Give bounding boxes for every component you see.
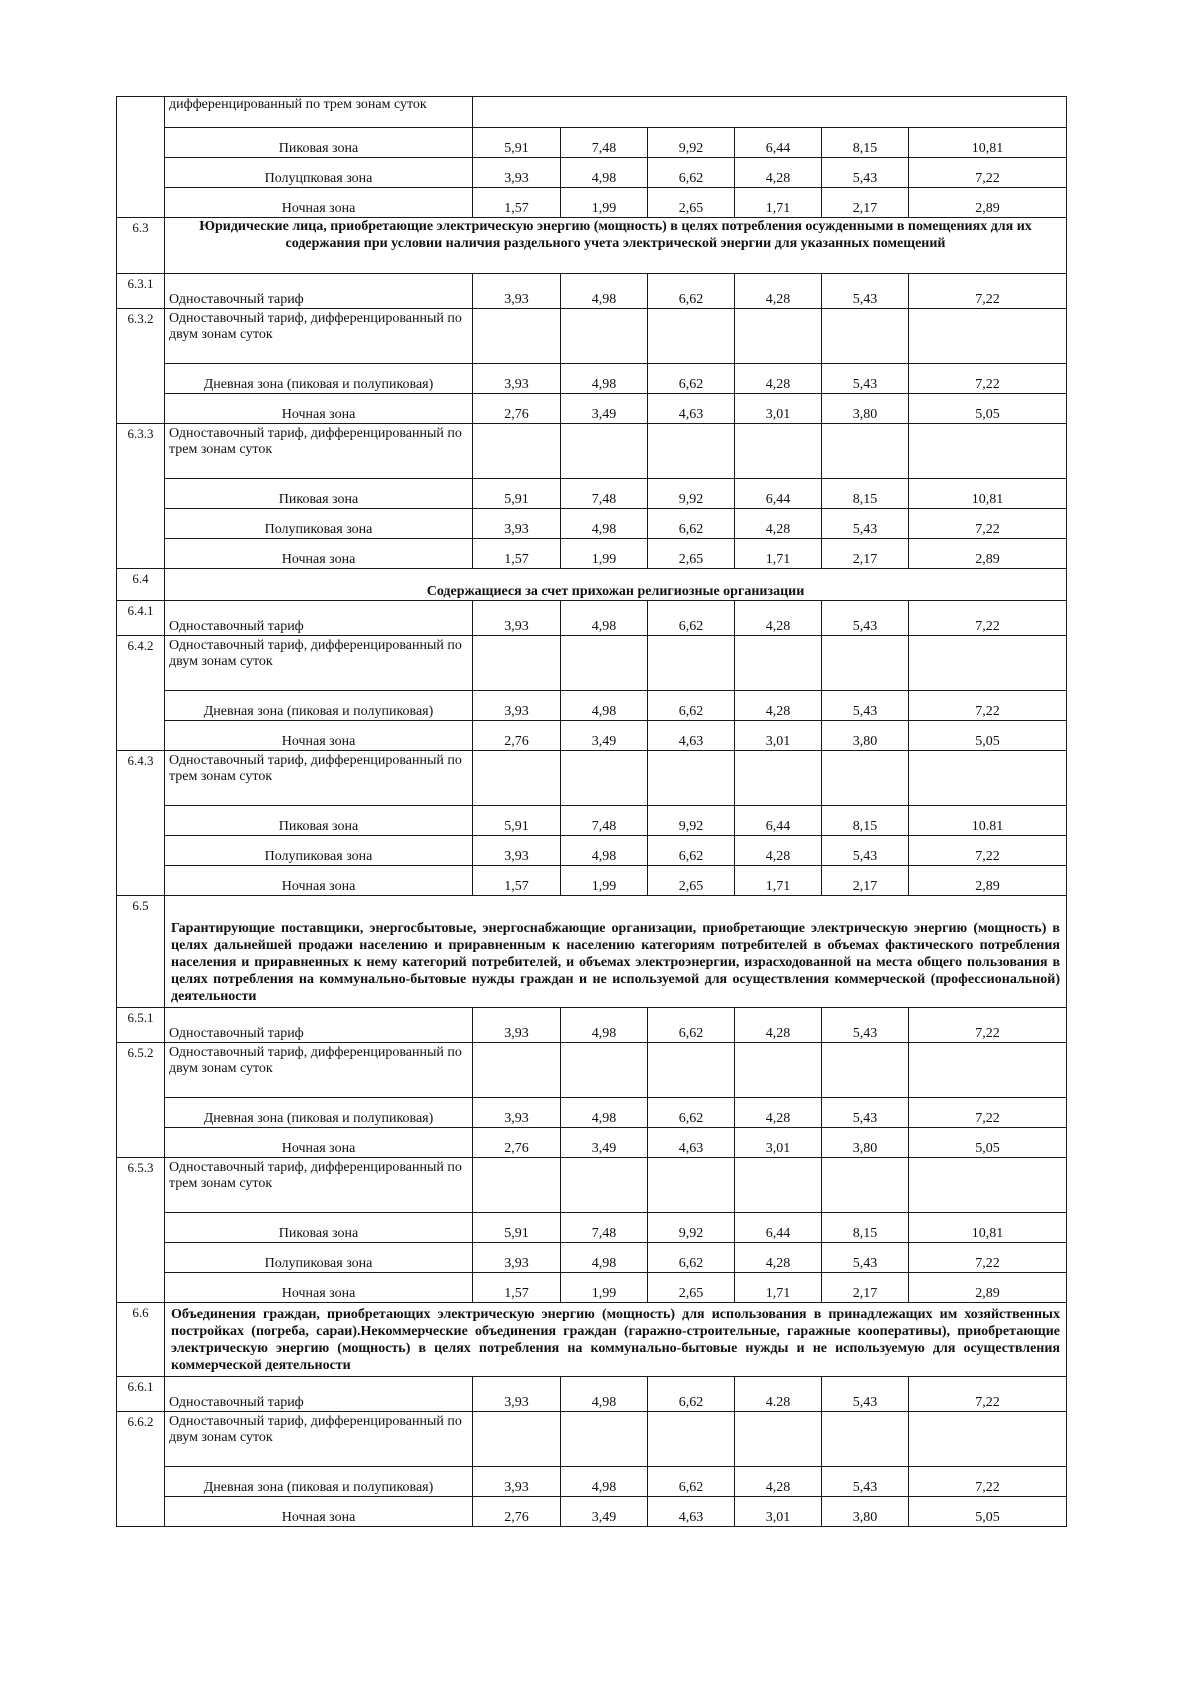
value-cell: 2,76: [473, 1128, 561, 1158]
empty-value-cell: [473, 1412, 561, 1467]
row-label: Одноставочный тариф: [165, 274, 473, 309]
value-cell: 3,01: [735, 1128, 822, 1158]
row-label: Одноставочный тариф, дифференцированный по трем зонам суток: [165, 424, 473, 479]
row-label: Одноставочный тариф: [165, 1008, 473, 1043]
row-number: 6.6.2: [117, 1412, 165, 1527]
value-cell: 2,89: [909, 1273, 1067, 1303]
value-cell: 5,05: [909, 1497, 1067, 1527]
value-cell: 3,49: [561, 1497, 648, 1527]
value-cell: 2,17: [822, 1273, 909, 1303]
empty-value-cell: [822, 424, 909, 479]
value-cell: 4,98: [561, 601, 648, 636]
value-cell: 7,22: [909, 1243, 1067, 1273]
value-cell: 3,93: [473, 601, 561, 636]
value-cell: 7,22: [909, 1467, 1067, 1497]
value-cell: 8,15: [822, 128, 909, 158]
table-row: [117, 836, 1067, 866]
row-label: Одноставочный тариф: [165, 1377, 473, 1412]
row-number: 6.4.3: [117, 751, 165, 896]
value-cell: 5,91: [473, 479, 561, 509]
value-cell: 4,98: [561, 274, 648, 309]
table-row: [117, 1377, 1067, 1412]
value-cell: 7,48: [561, 1213, 648, 1243]
value-cell: 3,93: [473, 1377, 561, 1412]
value-cell: 5,91: [473, 1213, 561, 1243]
empty-value-cell: [648, 424, 735, 479]
empty-value-cell: [648, 636, 735, 691]
value-cell: 5,91: [473, 806, 561, 836]
value-cell: 4,98: [561, 364, 648, 394]
row-number: 6.3.1: [117, 274, 165, 309]
empty-value-cell: [822, 751, 909, 806]
value-cell: 4,28: [735, 1098, 822, 1128]
value-cell: 2,65: [648, 1273, 735, 1303]
row-number: 6.6: [117, 1303, 165, 1377]
row-label: Ночная зона: [165, 866, 473, 896]
value-cell: 5,43: [822, 509, 909, 539]
value-cell: 4.28: [735, 1377, 822, 1412]
table-row: [117, 751, 1067, 806]
empty-value-cell: [473, 636, 561, 691]
empty-value-cell: [822, 1043, 909, 1098]
value-cell: 6,62: [648, 364, 735, 394]
value-cell: 3,80: [822, 721, 909, 751]
value-cell: 3,01: [735, 721, 822, 751]
section-header-row: [117, 896, 1067, 1008]
empty-value-cell: [648, 751, 735, 806]
value-cell: 2,89: [909, 539, 1067, 569]
table-row: [117, 1213, 1067, 1243]
value-cell: 3,93: [473, 158, 561, 188]
value-cell: 7,22: [909, 158, 1067, 188]
value-cell: 2,65: [648, 188, 735, 218]
value-cell: 6,62: [648, 601, 735, 636]
value-cell: 4,98: [561, 836, 648, 866]
empty-value-cell: [735, 424, 822, 479]
table-row: [117, 1043, 1067, 1098]
tariff-table-body: [117, 97, 1067, 1527]
value-cell: 8,15: [822, 806, 909, 836]
table-row: [117, 1008, 1067, 1043]
empty-value-cell: [561, 1043, 648, 1098]
value-cell: 6,62: [648, 1467, 735, 1497]
value-cell: 6,62: [648, 1008, 735, 1043]
empty-value-cell: [735, 1043, 822, 1098]
value-cell: 1,99: [561, 1273, 648, 1303]
row-label: Дневная зона (пиковая и полупиковая): [165, 691, 473, 721]
empty-value-cell: [909, 1412, 1067, 1467]
value-cell: 2,17: [822, 188, 909, 218]
table-row: [117, 394, 1067, 424]
table-row: [117, 1412, 1067, 1467]
value-cell: 4,28: [735, 836, 822, 866]
table-row: [117, 636, 1067, 691]
value-cell: 2,65: [648, 866, 735, 896]
value-cell: 2,76: [473, 721, 561, 751]
value-cell: 6,62: [648, 836, 735, 866]
value-cell: 3,80: [822, 394, 909, 424]
value-cell: 7,22: [909, 364, 1067, 394]
value-cell: 1,99: [561, 539, 648, 569]
value-cell: 4,28: [735, 1467, 822, 1497]
row-label: Ночная зона: [165, 1128, 473, 1158]
value-cell: 4,28: [735, 509, 822, 539]
table-row: [117, 509, 1067, 539]
value-cell: 4,98: [561, 1008, 648, 1043]
value-cell: 5,43: [822, 601, 909, 636]
value-cell: 4,98: [561, 158, 648, 188]
value-cell: 4,63: [648, 1497, 735, 1527]
value-cell: 5,43: [822, 1098, 909, 1128]
value-cell: 10.81: [909, 806, 1067, 836]
table-row: [117, 364, 1067, 394]
value-cell: 6,62: [648, 1243, 735, 1273]
empty-value-cell: [735, 636, 822, 691]
empty-value-cell: [909, 309, 1067, 364]
table-row: [117, 1467, 1067, 1497]
value-cell: 5,05: [909, 394, 1067, 424]
value-cell: 3,93: [473, 509, 561, 539]
value-cell: 4,63: [648, 721, 735, 751]
value-cell: 6,62: [648, 1377, 735, 1412]
value-cell: 9,92: [648, 128, 735, 158]
table-row: [117, 158, 1067, 188]
value-cell: 3,93: [473, 1243, 561, 1273]
row-label: Полупиковая зона: [165, 509, 473, 539]
row-label: Пиковая зона: [165, 806, 473, 836]
empty-value-cell: [561, 636, 648, 691]
value-cell: 6,62: [648, 509, 735, 539]
value-cell: 5,05: [909, 721, 1067, 751]
row-label: Одноставочный тариф, дифференцированный по двум зонам суток: [165, 1043, 473, 1098]
empty-value-cell: [648, 1158, 735, 1213]
value-cell: 4,28: [735, 1243, 822, 1273]
empty-value-cell: [561, 1412, 648, 1467]
empty-value-cell: [473, 424, 561, 479]
value-cell: 4,98: [561, 1243, 648, 1273]
value-cell: 3,49: [561, 394, 648, 424]
value-cell: 10,81: [909, 479, 1067, 509]
value-cell: 4,98: [561, 509, 648, 539]
value-cell: 5,43: [822, 364, 909, 394]
value-cell: 1,57: [473, 1273, 561, 1303]
value-cell: 2,89: [909, 188, 1067, 218]
empty-value-cell: [648, 1043, 735, 1098]
value-cell: 4,63: [648, 394, 735, 424]
value-cell: 3,93: [473, 691, 561, 721]
value-cell: 7,22: [909, 274, 1067, 309]
value-cell: 6,62: [648, 274, 735, 309]
value-cell: 5,43: [822, 836, 909, 866]
row-label: Полупиковая зона: [165, 836, 473, 866]
value-cell: 7,22: [909, 601, 1067, 636]
table-row: [117, 1098, 1067, 1128]
value-cell: 4,98: [561, 691, 648, 721]
row-label: Одноставочный тариф, дифференцированный по двум зонам суток: [165, 1412, 473, 1467]
value-cell: 1,57: [473, 866, 561, 896]
row-number: [117, 97, 165, 218]
value-cell: 2,89: [909, 866, 1067, 896]
empty-value-cell: [473, 309, 561, 364]
row-number: 6.5.1: [117, 1008, 165, 1043]
empty-value-cell: [561, 424, 648, 479]
row-number: 6.5: [117, 896, 165, 1008]
value-cell: 5,43: [822, 1377, 909, 1412]
value-cell: 5,43: [822, 691, 909, 721]
empty-value-cell: [822, 1412, 909, 1467]
row-label: Ночная зона: [165, 539, 473, 569]
section-title: Юридические лица, приобретающие электрическую энергию (мощность) в целях потребления осужденными в помещениях для их содержания при условии наличия раздельного учета электрической энергии для указанных помещений: [165, 218, 1067, 274]
value-cell: 6,62: [648, 158, 735, 188]
tariff-sheet: [116, 96, 1067, 1527]
value-cell: 6,44: [735, 128, 822, 158]
empty-value-cell: [735, 1158, 822, 1213]
table-row: [117, 1497, 1067, 1527]
value-cell: 6,62: [648, 1098, 735, 1128]
value-cell: 7,48: [561, 479, 648, 509]
value-cell: 6,44: [735, 806, 822, 836]
value-cell: 5,43: [822, 158, 909, 188]
value-cell: 1,71: [735, 866, 822, 896]
empty-value-cell: [909, 636, 1067, 691]
row-number: 6.6.1: [117, 1377, 165, 1412]
row-number: 6.3.2: [117, 309, 165, 424]
table-row: [117, 866, 1067, 896]
row-number: 6.4.2: [117, 636, 165, 751]
value-cell: 3,93: [473, 1467, 561, 1497]
row-label: Ночная зона: [165, 394, 473, 424]
value-cell: 6,44: [735, 479, 822, 509]
row-label: Ночная зона: [165, 1273, 473, 1303]
value-cell: 4,98: [561, 1377, 648, 1412]
value-cell: 3,49: [561, 1128, 648, 1158]
value-cell: 6,44: [735, 1213, 822, 1243]
empty-value-cell: [561, 1158, 648, 1213]
value-cell: 10,81: [909, 128, 1067, 158]
table-row: [117, 691, 1067, 721]
value-cell: 1,71: [735, 188, 822, 218]
value-cell: 2,76: [473, 394, 561, 424]
value-cell: 2,65: [648, 539, 735, 569]
empty-value-cell: [909, 1158, 1067, 1213]
value-cell: 8,15: [822, 479, 909, 509]
table-row: [117, 309, 1067, 364]
table-row: [117, 424, 1067, 479]
table-row: [117, 1273, 1067, 1303]
row-label: Одноставочный тариф, дифференцированный по трем зонам суток: [165, 1158, 473, 1213]
value-cell: 7,48: [561, 128, 648, 158]
empty-value-cell: [473, 1043, 561, 1098]
value-cell: 4,28: [735, 601, 822, 636]
empty-value-cell: [822, 309, 909, 364]
value-cell: 1,57: [473, 188, 561, 218]
value-cell: 2,17: [822, 539, 909, 569]
empty-value-cell: [822, 636, 909, 691]
section-header-row: [117, 218, 1067, 274]
value-cell: 7,22: [909, 1008, 1067, 1043]
row-label: Одноставочный тариф, дифференцированный по двум зонам суток: [165, 309, 473, 364]
value-cell: 7,22: [909, 509, 1067, 539]
value-cell: 2,76: [473, 1497, 561, 1527]
value-cell: 4,28: [735, 691, 822, 721]
empty-value-cell: [909, 1043, 1067, 1098]
value-cell: 9,92: [648, 1213, 735, 1243]
value-cell: 3,93: [473, 1008, 561, 1043]
row-number: 6.4: [117, 569, 165, 601]
value-cell: 7,22: [909, 836, 1067, 866]
value-cell: 8,15: [822, 1213, 909, 1243]
row-label: Дневная зона (пиковая и полупиковая): [165, 1098, 473, 1128]
empty-value-cell: [735, 309, 822, 364]
value-cell: 5,43: [822, 1467, 909, 1497]
row-label: Ночная зона: [165, 188, 473, 218]
empty-value-cell: [561, 751, 648, 806]
row-label: Пиковая зона: [165, 128, 473, 158]
row-label: дифференцированный по трем зонам суток: [165, 97, 473, 128]
table-row: [117, 188, 1067, 218]
value-cell: 1,99: [561, 188, 648, 218]
value-cell: 5,43: [822, 1243, 909, 1273]
table-row: [117, 1243, 1067, 1273]
value-cell: 4,28: [735, 274, 822, 309]
section-title: Объединения граждан, приобретающих электрическую энергию (мощность) для использования в принадлежащих им хозяйственных постройках (погреба, сараи).Некоммерческие объединения граждан (гаражно-строительные, гаражные кооперативы), приобретающие электрическую энергию (мощность) в целях потребления на коммунально-бытовые нужды и не используемую для осуществления коммерческой деятельности: [165, 1303, 1067, 1377]
value-cell: 3,93: [473, 364, 561, 394]
value-cell: 6,62: [648, 691, 735, 721]
table-row: [117, 1158, 1067, 1213]
row-number: 6.3.3: [117, 424, 165, 569]
empty-value-cell: [648, 309, 735, 364]
empty-value-cell: [822, 1158, 909, 1213]
empty-value-cell: [735, 1412, 822, 1467]
row-label: Пиковая зона: [165, 479, 473, 509]
table-row: [117, 806, 1067, 836]
value-cell: 3,93: [473, 274, 561, 309]
section-header-row: [117, 569, 1067, 601]
row-number: 6.5.3: [117, 1158, 165, 1303]
row-label: Пиковая зона: [165, 1213, 473, 1243]
empty-value-cell: [909, 424, 1067, 479]
row-number: 6.5.2: [117, 1043, 165, 1158]
row-label: Полупиковая зона: [165, 1243, 473, 1273]
value-cell: 1,71: [735, 1273, 822, 1303]
table-row: [117, 539, 1067, 569]
row-label: Одноставочный тариф, дифференцированный по трем зонам суток: [165, 751, 473, 806]
row-label: Полуцпковая зона: [165, 158, 473, 188]
table-row: [117, 128, 1067, 158]
value-cell: 5,43: [822, 1008, 909, 1043]
value-cell: 5,43: [822, 274, 909, 309]
row-number: 6.4.1: [117, 601, 165, 636]
value-cell: 3,49: [561, 721, 648, 751]
value-cell: 4,28: [735, 158, 822, 188]
row-number: 6.3: [117, 218, 165, 274]
value-cell: 7,22: [909, 691, 1067, 721]
table-row: [117, 721, 1067, 751]
row-label: Одноставочный тариф: [165, 601, 473, 636]
value-cell: 3,01: [735, 394, 822, 424]
value-cell: 3,80: [822, 1497, 909, 1527]
value-cell: 3,93: [473, 1098, 561, 1128]
empty-value-cell: [561, 309, 648, 364]
value-cell: 1,71: [735, 539, 822, 569]
value-cell: 3,80: [822, 1128, 909, 1158]
value-cell: 7,22: [909, 1098, 1067, 1128]
table-row: [117, 274, 1067, 309]
row-label: Дневная зона (пиковая и полупиковая): [165, 1467, 473, 1497]
value-cell: 1,57: [473, 539, 561, 569]
empty-values: [473, 97, 1067, 128]
section-title: Содержащиеся за счет прихожан религиозные организации: [165, 569, 1067, 601]
table-row: [117, 97, 1067, 128]
value-cell: 1,99: [561, 866, 648, 896]
value-cell: 9,92: [648, 479, 735, 509]
row-label: Дневная зона (пиковая и полупиковая): [165, 364, 473, 394]
value-cell: 4,98: [561, 1098, 648, 1128]
table-row: [117, 479, 1067, 509]
value-cell: 7,48: [561, 806, 648, 836]
value-cell: 10,81: [909, 1213, 1067, 1243]
empty-value-cell: [473, 1158, 561, 1213]
row-label: Одноставочный тариф, дифференцированный по двум зонам суток: [165, 636, 473, 691]
empty-value-cell: [735, 751, 822, 806]
value-cell: 3,01: [735, 1497, 822, 1527]
value-cell: 5,05: [909, 1128, 1067, 1158]
section-header-row: [117, 1303, 1067, 1377]
empty-value-cell: [473, 751, 561, 806]
value-cell: 4,28: [735, 1008, 822, 1043]
value-cell: 5,91: [473, 128, 561, 158]
row-label: Ночная зона: [165, 1497, 473, 1527]
table-row: [117, 601, 1067, 636]
value-cell: 3,93: [473, 836, 561, 866]
empty-value-cell: [909, 751, 1067, 806]
table-row: [117, 1128, 1067, 1158]
value-cell: 4,98: [561, 1467, 648, 1497]
value-cell: 4,63: [648, 1128, 735, 1158]
value-cell: 4,28: [735, 364, 822, 394]
row-label: Ночная зона: [165, 721, 473, 751]
section-title: Гарантирующие поставщики, энергосбытовые, энергоснабжающие организации, приобретающие электрическую энергию (мощность) в целях дальнейшей продажи населению и приравненным к населению категориям потребителей в объемах фактического потребления населения и приравненных к нему категорий потребителей, и объемах электроэнергии, израсходованной на места общего пользования в целях потребления на коммунально-бытовые нужды граждан и не используемой для осуществления коммерческой (профессиональной) деятельности: [165, 896, 1067, 1008]
value-cell: 2,17: [822, 866, 909, 896]
value-cell: 9,92: [648, 806, 735, 836]
tariff-table: [116, 96, 1067, 1527]
value-cell: 7,22: [909, 1377, 1067, 1412]
empty-value-cell: [648, 1412, 735, 1467]
